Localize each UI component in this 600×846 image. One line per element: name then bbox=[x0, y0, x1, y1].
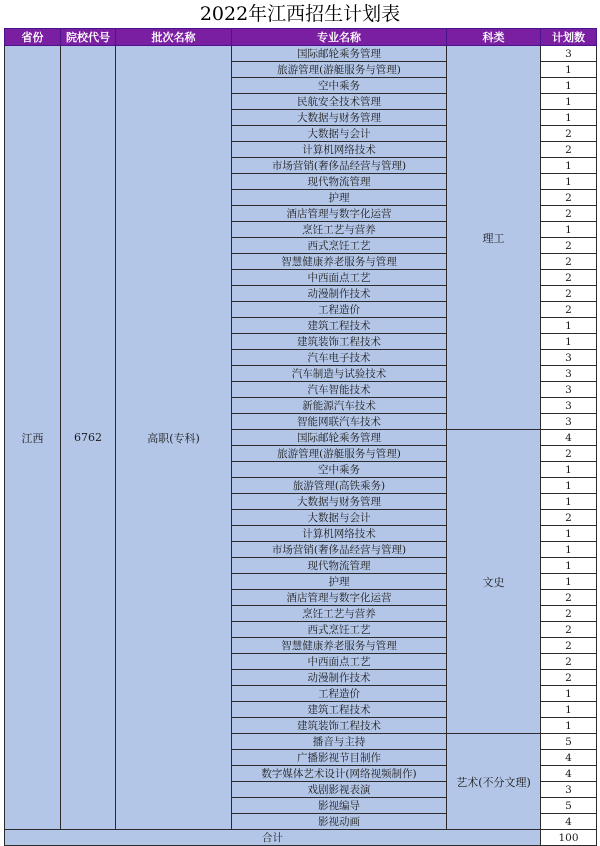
plan-count-cell: 1 bbox=[541, 318, 597, 334]
plan-count-cell: 4 bbox=[541, 430, 597, 446]
plan-count-cell: 2 bbox=[541, 622, 597, 638]
major-cell: 护理 bbox=[232, 574, 447, 590]
major-cell: 新能源汽车技术 bbox=[232, 398, 447, 414]
major-cell: 数字媒体艺术设计(网络视频制作) bbox=[232, 766, 447, 782]
category-cell: 艺术(不分文理) bbox=[447, 734, 541, 830]
plan-count-cell: 3 bbox=[541, 366, 597, 382]
plan-count-cell: 1 bbox=[541, 542, 597, 558]
plan-count-cell: 3 bbox=[541, 398, 597, 414]
major-cell: 建筑装饰工程技术 bbox=[232, 718, 447, 734]
plan-count-cell: 2 bbox=[541, 590, 597, 606]
major-cell: 现代物流管理 bbox=[232, 558, 447, 574]
major-cell: 酒店管理与数字化运营 bbox=[232, 590, 447, 606]
major-cell: 市场营销(奢侈品经营与管理) bbox=[232, 158, 447, 174]
plan-count-cell: 1 bbox=[541, 110, 597, 126]
major-cell: 大数据与财务管理 bbox=[232, 110, 447, 126]
major-cell: 动漫制作技术 bbox=[232, 670, 447, 686]
major-cell: 影视编导 bbox=[232, 798, 447, 814]
plan-count-cell: 2 bbox=[541, 510, 597, 526]
plan-count-cell: 1 bbox=[541, 462, 597, 478]
major-cell: 汽车制造与试验技术 bbox=[232, 366, 447, 382]
plan-count-cell: 1 bbox=[541, 62, 597, 78]
plan-count-cell: 2 bbox=[541, 142, 597, 158]
plan-count-cell: 1 bbox=[541, 334, 597, 350]
total-label: 合计 bbox=[5, 830, 541, 846]
major-cell: 动漫制作技术 bbox=[232, 286, 447, 302]
plan-count-cell: 1 bbox=[541, 702, 597, 718]
major-cell: 播音与主持 bbox=[232, 734, 447, 750]
plan-count-cell: 1 bbox=[541, 78, 597, 94]
major-cell: 西式烹饪工艺 bbox=[232, 238, 447, 254]
header-school-code: 院校代号 bbox=[61, 29, 116, 46]
major-cell: 烹饪工艺与营养 bbox=[232, 222, 447, 238]
major-cell: 酒店管理与数字化运营 bbox=[232, 206, 447, 222]
major-cell: 中西面点工艺 bbox=[232, 270, 447, 286]
plan-count-cell: 2 bbox=[541, 254, 597, 270]
plan-count-cell: 2 bbox=[541, 286, 597, 302]
major-cell: 空中乘务 bbox=[232, 78, 447, 94]
major-cell: 汽车智能技术 bbox=[232, 382, 447, 398]
plan-count-cell: 2 bbox=[541, 654, 597, 670]
table-row bbox=[5, 46, 597, 62]
major-cell: 智能网联汽车技术 bbox=[232, 414, 447, 430]
plan-count-cell: 1 bbox=[541, 478, 597, 494]
major-cell: 计算机网络技术 bbox=[232, 526, 447, 542]
plan-count-cell: 3 bbox=[541, 350, 597, 366]
major-cell: 护理 bbox=[232, 190, 447, 206]
plan-count-cell: 1 bbox=[541, 222, 597, 238]
major-cell: 汽车电子技术 bbox=[232, 350, 447, 366]
plan-count-cell: 2 bbox=[541, 446, 597, 462]
plan-count-cell: 2 bbox=[541, 302, 597, 318]
major-cell: 广播影视节目制作 bbox=[232, 750, 447, 766]
plan-count-cell: 2 bbox=[541, 638, 597, 654]
plan-count-cell: 3 bbox=[541, 46, 597, 62]
major-cell: 中西面点工艺 bbox=[232, 654, 447, 670]
plan-count-cell: 2 bbox=[541, 206, 597, 222]
category-cell: 文史 bbox=[447, 430, 541, 734]
major-cell: 国际邮轮乘务管理 bbox=[232, 46, 447, 62]
major-cell: 智慧健康养老服务与管理 bbox=[232, 638, 447, 654]
major-cell: 旅游管理(游艇服务与管理) bbox=[232, 62, 447, 78]
major-cell: 工程造价 bbox=[232, 686, 447, 702]
major-cell: 计算机网络技术 bbox=[232, 142, 447, 158]
major-cell: 空中乘务 bbox=[232, 462, 447, 478]
category-cell: 理工 bbox=[447, 46, 541, 430]
plan-count-cell: 5 bbox=[541, 798, 597, 814]
plan-count-cell: 2 bbox=[541, 670, 597, 686]
major-cell: 影视动画 bbox=[232, 814, 447, 830]
major-cell: 旅游管理(游艇服务与管理) bbox=[232, 446, 447, 462]
major-cell: 智慧健康养老服务与管理 bbox=[232, 254, 447, 270]
major-cell: 现代物流管理 bbox=[232, 174, 447, 190]
plan-count-cell: 1 bbox=[541, 158, 597, 174]
table-header-row bbox=[5, 29, 597, 46]
plan-count-cell: 2 bbox=[541, 238, 597, 254]
plan-count-cell: 4 bbox=[541, 814, 597, 830]
header-category: 科类 bbox=[447, 29, 541, 46]
school-code-cell: 6762 bbox=[61, 46, 116, 830]
table-body bbox=[5, 46, 597, 846]
major-cell: 旅游管理(高铁乘务) bbox=[232, 478, 447, 494]
major-cell: 大数据与会计 bbox=[232, 126, 447, 142]
plan-count-cell: 4 bbox=[541, 750, 597, 766]
plan-count-cell: 1 bbox=[541, 686, 597, 702]
province-cell: 江西 bbox=[5, 46, 61, 830]
plan-count-cell: 1 bbox=[541, 94, 597, 110]
major-cell: 建筑装饰工程技术 bbox=[232, 334, 447, 350]
plan-count-cell: 2 bbox=[541, 126, 597, 142]
plan-count-cell: 3 bbox=[541, 414, 597, 430]
major-cell: 烹饪工艺与营养 bbox=[232, 606, 447, 622]
major-cell: 国际邮轮乘务管理 bbox=[232, 430, 447, 446]
major-cell: 建筑工程技术 bbox=[232, 318, 447, 334]
plan-count-cell: 1 bbox=[541, 174, 597, 190]
batch-cell: 高职(专科) bbox=[116, 46, 232, 830]
plan-count-cell: 1 bbox=[541, 718, 597, 734]
major-cell: 西式烹饪工艺 bbox=[232, 622, 447, 638]
major-cell: 市场营销(奢侈品经营与管理) bbox=[232, 542, 447, 558]
plan-count-cell: 3 bbox=[541, 382, 597, 398]
major-cell: 工程造价 bbox=[232, 302, 447, 318]
total-row bbox=[5, 830, 597, 846]
plan-count-cell: 2 bbox=[541, 606, 597, 622]
major-cell: 民航安全技术管理 bbox=[232, 94, 447, 110]
major-cell: 戏剧影视表演 bbox=[232, 782, 447, 798]
header-province: 省份 bbox=[5, 29, 61, 46]
header-major: 专业名称 bbox=[232, 29, 447, 46]
plan-count-cell: 3 bbox=[541, 782, 597, 798]
major-cell: 大数据与会计 bbox=[232, 510, 447, 526]
header-batch: 批次名称 bbox=[116, 29, 232, 46]
plan-count-cell: 4 bbox=[541, 766, 597, 782]
plan-count-cell: 2 bbox=[541, 190, 597, 206]
enrollment-plan-table bbox=[4, 28, 597, 846]
plan-count-cell: 2 bbox=[541, 270, 597, 286]
plan-count-cell: 5 bbox=[541, 734, 597, 750]
total-plan-count: 100 bbox=[541, 830, 597, 846]
page-title: 2022年江西招生计划表 bbox=[199, 3, 401, 25]
plan-count-cell: 1 bbox=[541, 494, 597, 510]
plan-count-cell: 1 bbox=[541, 558, 597, 574]
major-cell: 大数据与财务管理 bbox=[232, 494, 447, 510]
plan-count-cell: 1 bbox=[541, 526, 597, 542]
plan-count-cell: 1 bbox=[541, 574, 597, 590]
major-cell: 建筑工程技术 bbox=[232, 702, 447, 718]
header-plan-count: 计划数 bbox=[541, 29, 597, 46]
